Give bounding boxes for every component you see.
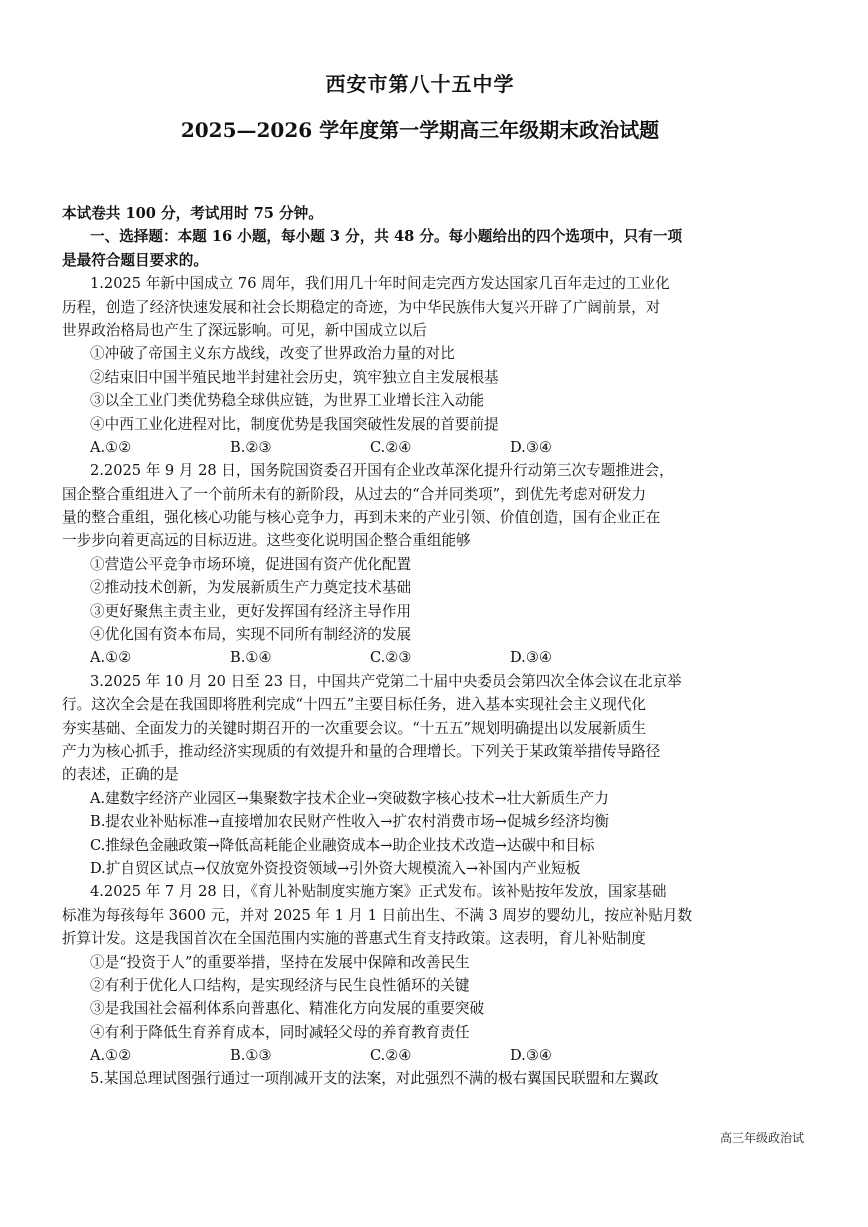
option-a: A.①②: [90, 649, 132, 667]
statement-item: ③以全工业门类优势稳全球供应链，为世界工业增长注入动能: [90, 392, 485, 410]
section-heading-cont: 是最符合题目要求的。: [62, 251, 208, 269]
statement-item: ③是我国社会福利体系向普惠化、精准化方向发展的重要突破: [90, 1000, 485, 1018]
question-stem-line: 2.2025 年 9 月 28 日，国务院国资委召开国有企业改革深化提升行动第三次专题推进会，: [90, 462, 674, 480]
option-d: D.③④: [510, 438, 552, 456]
page-footer: 高三年级政治试: [719, 1131, 804, 1145]
question-stem-line: 标准为每孩每年 3600 元，并对 2025 年 1 月 1 日前出生、不满 3 周岁的婴幼儿，按应补贴月数: [62, 906, 693, 924]
question-stem-line: 的表述，正确的是: [62, 766, 179, 784]
option-d: D.扩自贸区试点→仅放宽外资投资领域→引外资大规模流入→补国内产业短板: [90, 859, 581, 877]
statement-item: ①是“投资于人”的重要举措，坚持在发展中保障和改善民生: [90, 953, 470, 971]
question-5: [62, 1067, 798, 1090]
option-c: C.②④: [370, 1047, 412, 1065]
option-a: A.①②: [90, 438, 132, 456]
question-3: [62, 670, 798, 881]
option-c: C.②③: [370, 649, 412, 667]
statement-item: ②推动技术创新，为发展新质生产力奠定技术基础: [90, 579, 412, 597]
question-4: [62, 880, 798, 1067]
option-b: B.提农业补贴标准→直接增加农民财产性收入→扩农村消费市场→促城乡经济均衡: [90, 813, 610, 831]
question-stem-line: 1.2025 年新中国成立 76 周年，我们用几十年时间走完西方发达国家几百年走过的工业化: [90, 275, 670, 293]
option-a: A.建数字经济产业园区→集聚数字技术企业→突破数字核心技术→壮大新质生产力: [90, 789, 609, 807]
option-b: B.②③: [230, 438, 272, 456]
statement-item: ④优化国有资本布局，实现不同所有制经济的发展: [90, 626, 412, 644]
answer-options: [62, 646, 798, 669]
option-b: B.①③: [230, 1047, 272, 1065]
option-c: C.推绿色金融政策→降低高耗能企业融资成本→助企业技术改造→达碳中和目标: [90, 836, 595, 854]
section-heading: 一、选择题：本题 16 小题，每小题 3 分，共 48 分。每小题给出的四个选项中，只有一项: [90, 228, 683, 246]
statement-item: ①冲破了帝国主义东方战线，改变了世界政治力量的对比: [90, 345, 455, 363]
answer-options: [62, 436, 798, 459]
question-2: [62, 459, 798, 670]
option-a: A.①②: [90, 1047, 132, 1065]
question-stem-line: 产力为核心抓手，推动经济实现质的有效提升和量的合理增长。下列关于某政策举措传导路径: [62, 742, 661, 760]
option-d: D.③④: [510, 649, 552, 667]
question-stem-line: 世界政治格局也产生了深远影响。可见，新中国成立以后: [62, 321, 427, 339]
answer-options: [62, 1044, 798, 1067]
question-1: [62, 272, 798, 459]
statement-item: ③更好聚焦主责主业，更好发挥国有经济主导作用: [90, 602, 412, 620]
question-stem-line: 5.某国总理试图强行通过一项削减开支的法案，对此强烈不满的极右翼国民联盟和左翼政: [90, 1070, 659, 1088]
option-b: B.①④: [230, 649, 272, 667]
question-stem-line: 3.2025 年 10 月 20 日至 23 日，中国共产党第二十届中央委员会第四次全体会议在北京举: [90, 672, 682, 690]
exam-instructions: 本试卷共 100 分，考试用时 75 分钟。: [62, 205, 323, 222]
question-stem-line: 量的整合重组，强化核心功能与核心竞争力，再到未来的产业引领、价值创造，国有企业正在: [62, 509, 661, 527]
question-stem-line: 夯实基础、全面发力的关键时期召开的一次重要会议。“十五五”规划明确提出以发展新质生: [62, 719, 647, 737]
option-d: D.③④: [510, 1047, 552, 1065]
question-stem-line: 行。这次全会是在我国即将胜利完成“十四五”主要目标任务，进入基本实现社会主义现代化: [62, 696, 647, 714]
question-stem-line: 一步步向着更高远的目标迈进。这些变化说明国企整合重组能够: [62, 532, 471, 550]
exam-title: 2025—2026 学年度第一学期高三年级期末政治试题: [180, 118, 660, 142]
statement-item: ④有利于降低生育养育成本，同时减轻父母的养育教育责任: [90, 1023, 470, 1041]
statement-item: ②结束旧中国半殖民地半封建社会历史，筑牢独立自主发展根基: [90, 368, 499, 386]
question-stem-line: 国企整合重组进入了一个前所未有的新阶段，从过去的“合并同类项”，到优先考虑对研发力: [62, 485, 647, 503]
question-stem-line: 折算计发。这是我国首次在全国范围内实施的普惠式生育支持政策。这表明，育儿补贴制度: [62, 930, 646, 948]
statement-item: ①营造公平竞争市场环境，促进国有资产优化配置: [90, 555, 412, 573]
question-stem-line: 历程，创造了经济快速发展和社会长期稳定的奇迹，为中华民族伟大复兴开辟了广阔前景，对: [62, 298, 661, 316]
exam-content: [62, 202, 798, 1091]
statement-item: ②有利于优化人口结构，是实现经济与民生良性循环的关键: [90, 976, 470, 994]
option-c: C.②④: [370, 438, 412, 456]
question-stem-line: 4.2025 年 7 月 28 日，《育儿补贴制度实施方案》正式发布。该补贴按年发放，国家基础: [90, 883, 667, 901]
school-name: 西安市第八十五中学: [325, 72, 515, 96]
statement-item: ④中西工业化进程对比，制度优势是我国突破性发展的首要前提: [90, 415, 499, 433]
